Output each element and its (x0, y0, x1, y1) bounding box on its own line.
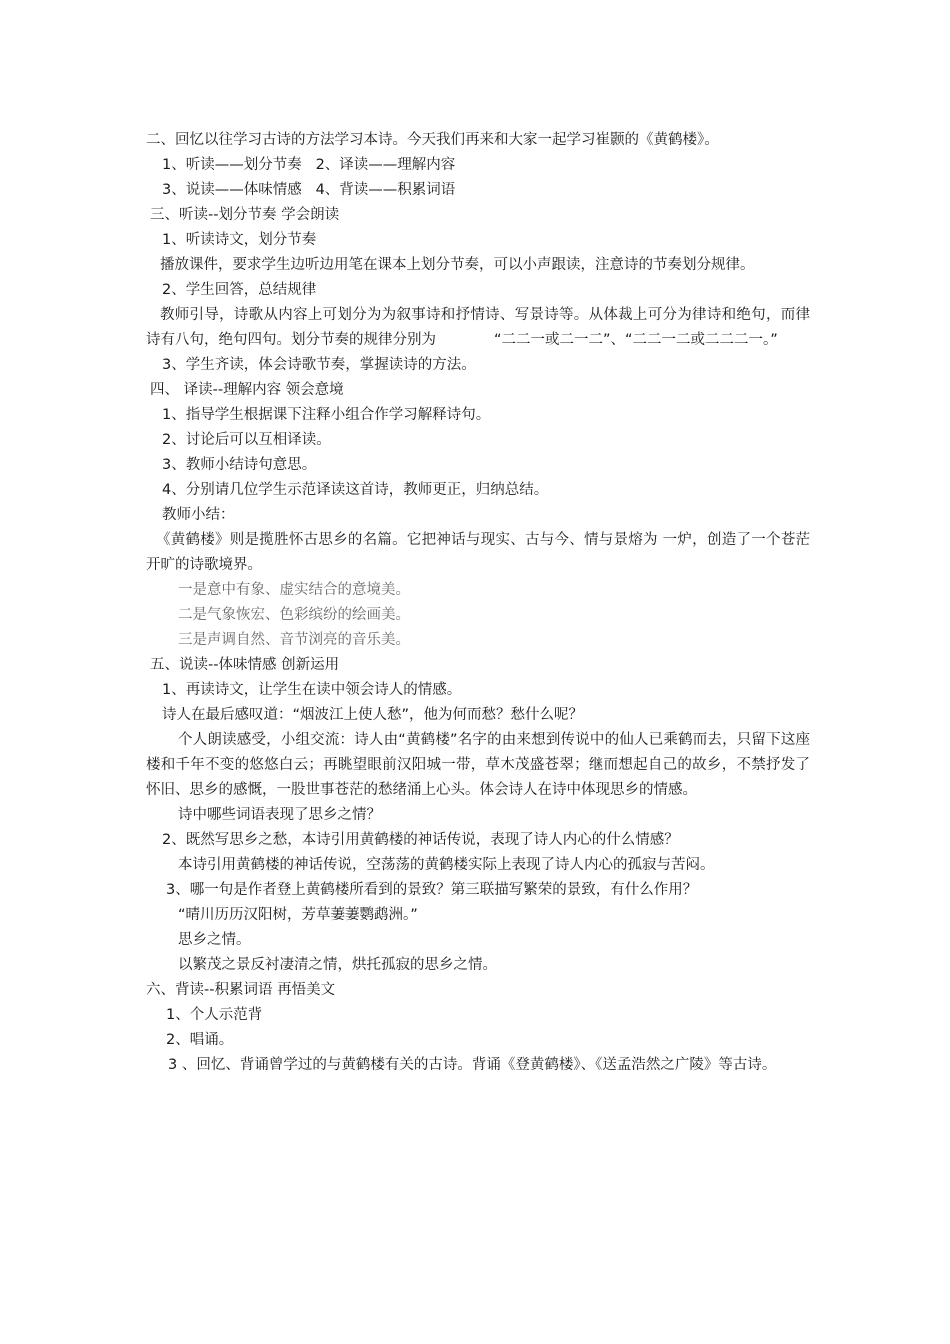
section-4-item-3: 3、教师小结诗句意思。 (162, 457, 317, 473)
teacher-summary-text: 《黄鹤楼》则是揽胜怀古思乡的名篇。它把神话与现实、古与今、情与景熔为 一炉，创造了一个苍茫开旷的诗歌境界。 (146, 532, 810, 573)
section-4-item-4: 4、分别请几位学生示范译读这首诗，教师更正，归纳总结。 (162, 482, 549, 498)
section-2-items-row-1 (146, 153, 810, 178)
section-3-item-2-desc (146, 303, 810, 353)
section-2-title: 二、回忆以往学习古诗的方法学习本诗。今天我们再来和大家一起学习崔颢的《黄鹤楼》。 (146, 132, 719, 148)
section-6-item-1: 1、个人示范背 (166, 1007, 263, 1023)
section-3-item-2-desc-b: “二二一或二一二”、“二二一二或二二二一。” (494, 332, 778, 348)
section-4-item-2: 2、讨论后可以互相译读。 (162, 432, 331, 448)
document-body (146, 128, 810, 1078)
section-3-item-1-desc: 播放课件，要求学生边听边用笔在课本上划分节奏，可以小声跟读，注意诗的节奏划分规律。 (160, 257, 755, 273)
section-5-item-2-answer: 本诗引用黄鹤楼的神话传说，空荡荡的黄鹤楼实际上表现了诗人内心的孤寂与苦闷。 (178, 857, 715, 873)
section-5-item-3-quote: “晴川历历汉阳树，芳草萋萋鹦鹉洲。” (178, 907, 418, 923)
section-6-item-2: 2、唱诵。 (166, 1032, 234, 1048)
section-5-item-1-desc: 个人朗读感受，小组交流：诗人由“黄鹤楼”名字的由来想到传说中的仙人已乘鹤而去，只留下这座楼和千年不变的悠悠白云；再眺望眼前汉阳城一带，草木茂盛苍翠；继而想起自己的故乡，不禁抒发了怀旧、思乡的感慨，一股世事苍茫的愁绪涌上心头。体会诗人在诗中体现思乡的情感。 (146, 732, 810, 798)
section-4-title: 四、 译读--理解内容 领会意境 (150, 382, 344, 398)
section-5-item-3: 3、哪一句是作者登上黄鹤楼所看到的景致？第三联描写繁荣的景致，有什么作用？ (166, 882, 698, 898)
section-6-item-3: 3 、回忆、背诵曾学过的与黄鹤楼有关的古诗。背诵《登黄鹤楼》、《送孟浩然之广陵》等古诗。 (168, 1057, 777, 1073)
section-5-item-1-question: 诗人在最后感叹道：“烟波江上使人愁”，他为何而愁？愁什么呢？ (162, 707, 584, 723)
section-3-item-2-desc-a: 教师引导，诗歌从内容上可划分为为叙事诗和抒情诗、写景诗等。从体裁上可分为律诗和绝句，而律诗有八句，绝句四句。划分节奏的规律分别为 (146, 307, 810, 348)
beauty-point-1: 一是意中有象、虚实结合的意境美。 (178, 582, 410, 598)
section-5-item-2: 2、既然写思乡之愁，本诗引用黄鹤楼的神话传说，表现了诗人内心的什么情感？ (162, 832, 679, 848)
beauty-point-2: 二是气象恢宏、色彩缤纷的绘画美。 (178, 607, 410, 623)
section-3-item-2: 2、学生回答，总结规律 (162, 282, 317, 298)
section-4-item-1: 1、指导学生根据课下注释小组合作学习解释诗句。 (162, 407, 491, 423)
section-6-title: 六、背读--积累词语 再悟美文 (146, 982, 336, 998)
section-2-items-row-2 (146, 178, 810, 203)
section-3-item-1: 1、听读诗文，划分节奏 (162, 232, 317, 248)
teacher-summary-label: 教师小结： (162, 507, 235, 523)
section-5-item-3-answer-1: 思乡之情。 (178, 932, 251, 948)
section-3-item-3: 3、学生齐读，体会诗歌节奏，掌握读诗的方法。 (162, 357, 476, 373)
section-5-item-1-question-2: 诗中哪些词语表现了思乡之情？ (178, 807, 381, 823)
beauty-point-3: 三是声调自然、音节浏亮的音乐美。 (178, 632, 410, 648)
section-5-title: 五、说读--体味情感 创新运用 (150, 657, 340, 673)
section-5-item-1: 1、再读诗文，让学生在读中领会诗人的情感。 (162, 682, 462, 698)
section-2-item-1: 1、听读——划分节奏 (162, 157, 302, 173)
section-3-title: 三、听读--划分节奏 学会朗读 (150, 207, 340, 223)
section-5-item-3-answer-2: 以繁茂之景反衬凄清之情，烘托孤寂的思乡之情。 (178, 957, 497, 973)
section-2-item-4: 4、背读——积累词语 (315, 182, 456, 198)
section-2-item-2: 2、译读——理解内容 (315, 157, 456, 173)
section-2-item-3: 3、说读——体味情感 (162, 182, 302, 198)
